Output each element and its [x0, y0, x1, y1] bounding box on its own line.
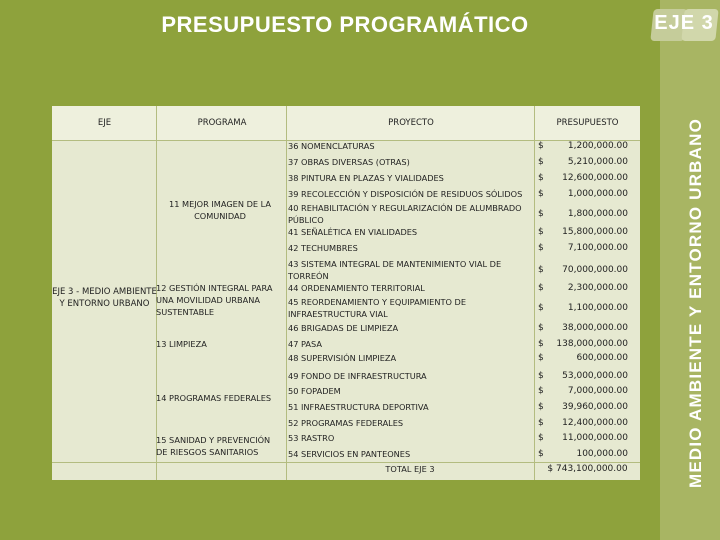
project-name: 44 ORDENAMIENTO TERRITORIAL — [288, 283, 425, 293]
budget-amount: 12,600,000.00 — [562, 173, 628, 183]
project-name: 43 SISTEMA INTEGRAL DE MANTENIMIENTO VIAL DE TORREÓN — [288, 259, 502, 281]
currency-sign: $ — [538, 227, 544, 237]
currency-sign: $ — [538, 157, 544, 167]
currency-sign: $ — [538, 418, 544, 428]
budget-amount: 70,000,000.00 — [562, 265, 628, 275]
eje-badge — [649, 6, 719, 44]
program-label: 11 MEJOR IMAGEN DE LA COMUNIDAD — [168, 199, 272, 221]
divider — [534, 106, 535, 480]
budget-amount: 5,210,000.00 — [567, 157, 628, 167]
page-title: PRESUPUESTO PROGRAMÁTICO — [161, 12, 529, 37]
currency-sign: $ — [538, 303, 544, 313]
budget-amount: 39,960,000.00 — [562, 402, 628, 412]
currency-sign: $ — [538, 433, 544, 443]
header-eje: EJE — [97, 118, 112, 128]
budget-amount: 38,000,000.00 — [562, 323, 628, 333]
budget-amount: 600,000.00 — [576, 353, 628, 363]
currency-sign: $ — [538, 283, 544, 293]
header-presupuesto: PRESUPUESTO — [556, 118, 619, 128]
project-name: 39 RECOLECCIÓN Y DISPOSICIÓN DE RESIDUOS SÓLIDOS — [288, 189, 523, 199]
currency-sign: $ — [538, 265, 544, 275]
project-name: 37 OBRAS DIVERSAS (OTRAS) — [288, 157, 410, 167]
budget-amount: 1,100,000.00 — [567, 303, 628, 313]
currency-sign: $ — [538, 402, 544, 412]
project-name: 48 SUPERVISIÓN LIMPIEZA — [288, 353, 397, 363]
total-label: TOTAL EJE 3 — [385, 464, 435, 474]
currency-sign: $ — [538, 339, 544, 349]
project-name: 53 RASTRO — [288, 433, 335, 443]
currency-sign: $ — [538, 386, 544, 396]
project-name: 46 BRIGADAS DE LIMPIEZA — [288, 323, 399, 333]
currency-sign: $ — [538, 189, 544, 199]
budget-amount: 15,800,000.00 — [562, 227, 628, 237]
program-label: 12 GESTIÓN INTEGRAL PARA UNA MOVILIDAD URBANA SUSTENTABLE — [156, 283, 273, 317]
project-name: 40 REHABILITACIÓN Y REGULARIZACIÓN DE ALUMBRADO PÚBLICO — [288, 203, 522, 225]
project-name: 36 NOMENCLATURAS — [288, 141, 375, 151]
currency-sign: $ — [538, 371, 544, 381]
budget-amount: 2,300,000.00 — [567, 283, 628, 293]
project-name: 45 REORDENAMIENTO Y EQUIPAMIENTO DE INFRAESTRUCTURA VIAL — [288, 297, 466, 319]
currency-sign: $ — [538, 209, 544, 219]
side-label: MEDIO AMBIENTE Y ENTORNO URBANO — [686, 118, 705, 488]
badge-label: EJE 3 — [654, 12, 714, 34]
currency-sign: $ — [538, 173, 544, 183]
budget-amount: 7,100,000.00 — [567, 243, 628, 253]
currency-sign: $ — [538, 323, 544, 333]
currency-sign: $ — [538, 243, 544, 253]
project-name: 52 PROGRAMAS FEDERALES — [288, 418, 404, 428]
divider — [286, 106, 287, 480]
budget-amount: 1,000,000.00 — [567, 189, 628, 199]
total-value: $ 743,100,000.00 — [547, 464, 628, 474]
eje-cell: EJE 3 - MEDIO AMBIENTE Y ENTORNO URBANO — [52, 287, 157, 309]
budget-amount: 100,000.00 — [576, 449, 628, 459]
program-label: 14 PROGRAMAS FEDERALES — [156, 393, 272, 403]
budget-amount: 1,200,000.00 — [567, 141, 628, 151]
budget-amount: 7,000,000.00 — [567, 386, 628, 396]
budget-amount: 12,400,000.00 — [562, 418, 628, 428]
project-name: 47 PASA — [288, 339, 322, 349]
budget-amount: 1,800,000.00 — [567, 209, 628, 219]
header-programa: PROGRAMA — [197, 118, 247, 128]
budget-amount: 53,000,000.00 — [562, 371, 628, 381]
project-name: 50 FOPADEM — [288, 386, 341, 396]
budget-table — [52, 106, 640, 480]
currency-sign: $ — [538, 449, 544, 459]
program-label: 13 LIMPIEZA — [156, 339, 207, 349]
project-name: 41 SEÑALÉTICA EN VIALIDADES — [288, 227, 418, 237]
project-name: 51 INFRAESTRUCTURA DEPORTIVA — [288, 402, 429, 412]
currency-sign: $ — [538, 141, 544, 151]
project-name: 49 FONDO DE INFRAESTRUCTURA — [288, 371, 427, 381]
budget-amount: 138,000,000.00 — [556, 339, 628, 349]
currency-sign: $ — [538, 353, 544, 363]
project-name: 42 TECHUMBRES — [288, 243, 358, 253]
project-name: 38 PINTURA EN PLAZAS Y VIALIDADES — [288, 173, 444, 183]
budget-amount: 11,000,000.00 — [562, 433, 628, 443]
program-label: 15 SANIDAD Y PREVENCIÓN DE RIESGOS SANITARIOS — [156, 435, 271, 457]
project-name: 54 SERVICIOS EN PANTEONES — [288, 449, 411, 459]
header-proyecto: PROYECTO — [388, 118, 434, 128]
